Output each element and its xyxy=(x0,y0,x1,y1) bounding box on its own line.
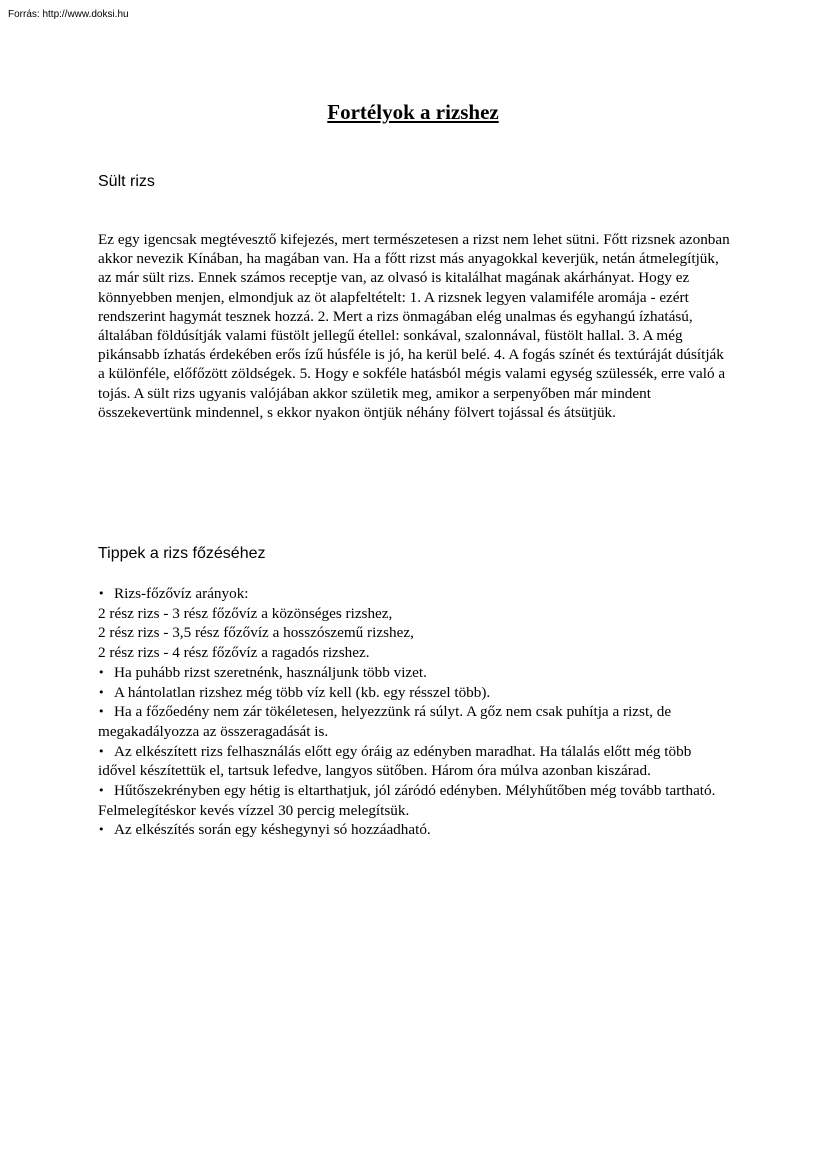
source-note: Forrás: http://www.doksi.hu xyxy=(8,9,129,20)
list-item-subline: 2 rész rizs - 4 rész főzővíz a ragadós rizshez. xyxy=(98,644,370,662)
list-item xyxy=(98,781,732,820)
list-item-subline: 2 rész rizs - 3,5 rész főzővíz a hosszószemű rizshez, xyxy=(98,624,414,642)
bullet-icon: • xyxy=(98,823,105,837)
list-item xyxy=(98,742,732,781)
list-item-subline: 2 rész rizs - 3 rész főzővíz a közönséges rizshez, xyxy=(98,604,393,622)
bullet-icon: • xyxy=(98,744,105,758)
bullet-icon: • xyxy=(98,784,105,798)
bullet-icon: • xyxy=(98,587,105,600)
list-item-text: Az elkészítés során egy késhegynyi só hozzáadható. xyxy=(114,821,431,839)
bullet-icon: • xyxy=(98,685,105,699)
section-heading-tips: Tippek a rizs főzéséhez xyxy=(98,545,266,562)
fried-rice-paragraph: Ez egy igencsak megtévesztő kifejezés, mert természetesen a rizst nem lehet sütni. Főtt rizsnek azonban akkor nevezik Kínában, ha magában van. Ha a főtt rizst más anyagokkal keverjük, netán átmelegítjük, az már sült rizs. Ennek számos receptje van, az olvasó is kitalálhat magának akárhányat. Hogy ez könnyebben menjen, elmondjuk az öt alapfeltételt: 1. A rizsnek legyen valamiféle aromája - ezért rendszerint hagymát tesznek hozzá. 2. Mert a rizs önmagában elég unalmas és egyhangú ízhatású, általában földúsítják valami füstölt jellegű étellel: sonkával, szalonnával, füstölt hallal. 3. A még pikánsabb ízhatás érdekében erős ízű húsféle is jó, ha kerül belé. 4. A fogás színét és textúráját dúsítják a különféle, előfőzött zöldségek. 5. Hogy e sokféle hatásból mégis valami egység szülessék, erre való a tojás. A sült rizs ugyanis valójában akkor születik meg, amikor a serpenyőben már mindent összekevertünk mindennel, s ekkor nyakon öntjük néhány fölvert tojással és átsütjük. xyxy=(98,231,730,421)
list-item xyxy=(98,702,732,741)
page-title: Fortélyok a rizshez xyxy=(327,100,499,124)
list-item-text: Rizs-főzővíz arányok: xyxy=(114,585,249,602)
list-item xyxy=(98,663,732,683)
section-heading-fried-rice: Sült rizs xyxy=(98,173,155,190)
list-item-text: A hántolatlan rizshez még több víz kell (kb. egy résszel több). xyxy=(114,683,491,701)
list-item-text: Ha a főzőedény nem zár tökéletesen, helyezzünk rá súlyt. A gőz nem csak puhítja a rizst, de megakadályozza az összeragadását is. xyxy=(98,703,672,740)
list-item xyxy=(98,820,732,840)
list-item-text: Hűtőszekrényben egy hétig is eltarthatjuk, jól záródó edényben. Mélyhűtőben még tovább tartható. Felmelegítéskor kevés vízzel 30 percig melegítsük. xyxy=(98,782,716,819)
list-item-text: Az elkészített rizs felhasználás előtt egy óráig az edényben maradhat. Ha tálalás előtt még több idővel készítettük el, tartsuk lefedve, langyos sütőben. Három óra múlva azonban kiszárad. xyxy=(98,742,692,780)
list-item xyxy=(98,584,732,604)
bullet-icon: • xyxy=(98,665,105,679)
bullet-icon: • xyxy=(98,705,105,719)
tips-list xyxy=(98,584,732,840)
list-item-text: Ha puhább rizst szeretnénk, használjunk több vizet. xyxy=(114,663,427,681)
list-item xyxy=(98,683,732,703)
